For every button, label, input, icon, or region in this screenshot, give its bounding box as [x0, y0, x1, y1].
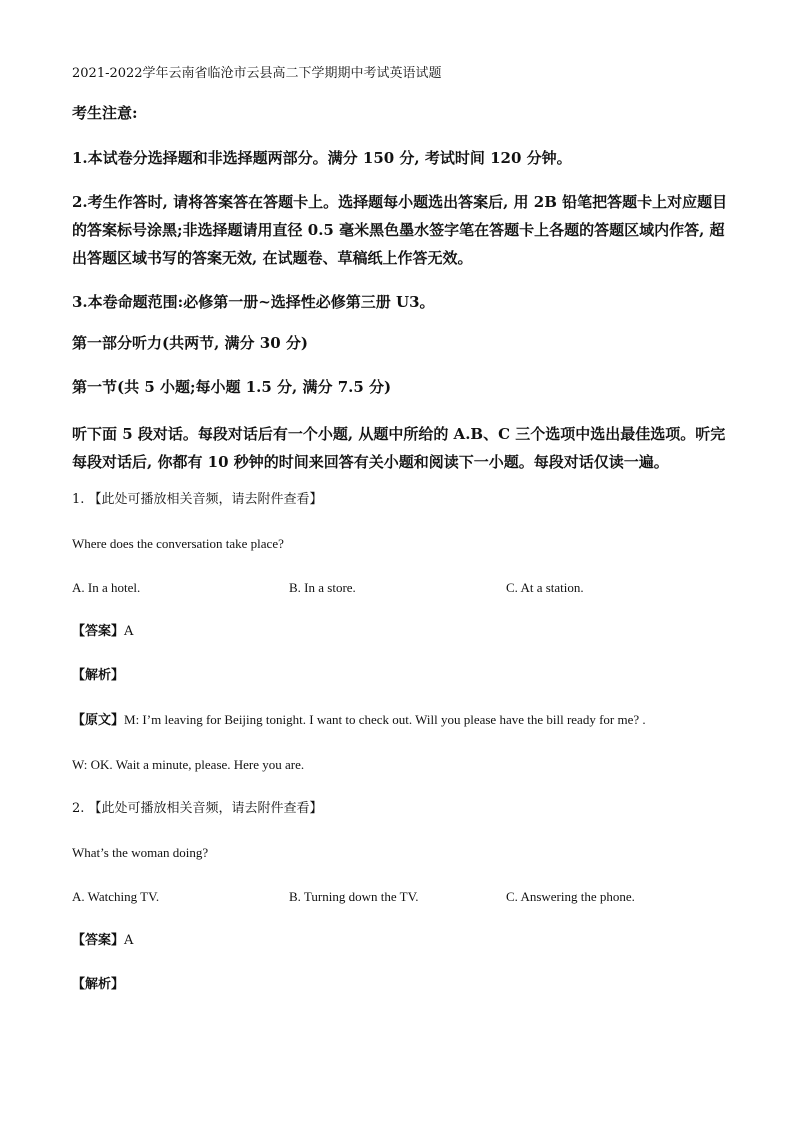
audio-placeholder[interactable]: 【此处可播放相关音频，请去附件查看】 [88, 801, 323, 816]
audio-placeholder[interactable]: 【此处可播放相关音频，请去附件查看】 [88, 492, 323, 507]
transcript-line-2: W: OK. Wait a minute, please. Here you are. [72, 757, 305, 772]
question-1-options [72, 578, 732, 598]
option-a: A. In a hotel. [72, 580, 141, 595]
rule-3: 3.本卷命题范围:必修第一册~选择性必修第三册 U3。 [72, 293, 435, 311]
transcript-tag: 【原文】 [72, 713, 125, 728]
analysis-tag: 【解析】 [72, 668, 125, 683]
question-1-header [72, 490, 732, 510]
listening-instructions: 听下面 5 段对话。每段对话后有一个小题, 从题中所给的 A.B、C 三个选项中选出最佳选项。听完每段对话后, 你都有 10 秒钟的时间来回答有关小题和阅读下一小题。每段对话仅读一遍。 [72, 425, 726, 471]
exam-page [72, 64, 732, 1019]
analysis-tag: 【解析】 [72, 977, 125, 992]
rule-1: 1.本试卷分选择题和非选择题两部分。满分 150 分, 考试时间 120 分钟。 [72, 149, 572, 167]
question-number: 2. [72, 801, 85, 816]
option-a: A. Watching TV. [72, 889, 160, 904]
answer-value: A [124, 933, 134, 948]
question-2-analysis [72, 975, 732, 995]
question-2-options [72, 887, 732, 907]
question-1-answer [72, 622, 732, 642]
question-1-transcript [72, 710, 732, 731]
question-2-header [72, 799, 732, 819]
question-2-prompt: What’s the woman doing? [72, 845, 209, 860]
option-b: B. In a store. [289, 580, 356, 595]
answer-tag: 【答案】 [72, 624, 125, 639]
section-heading: 第一节(共 5 小题;每小题 1.5 分, 满分 7.5 分) [72, 378, 392, 396]
option-c: C. Answering the phone. [506, 889, 635, 904]
question-number: 1. [72, 492, 85, 507]
notice-heading: 考生注意: [72, 104, 138, 122]
question-1-analysis [72, 666, 732, 686]
transcript-line-1: M: I’m leaving for Beijing tonight. I want to check out. Will you please have the bill ready for me? . [124, 712, 646, 727]
option-c: C. At a station. [506, 580, 584, 595]
answer-value: A [124, 624, 134, 639]
exam-title: 2021-2022学年云南省临沧市云县高二下学期期中考试英语试题 [72, 66, 442, 81]
question-2-answer [72, 931, 732, 951]
question-1-prompt: Where does the conversation take place? [72, 536, 284, 551]
part-heading: 第一部分听力(共两节, 满分 30 分) [72, 334, 308, 352]
rule-2: 2.考生作答时, 请将答案答在答题卡上。选择题每小题选出答案后, 用 2B 铅笔把答题卡上对应题目的答案标号涂黑;非选择题请用直径 0.5 毫米黑色墨水签字笔在答题卡上各题的答题区域内作答, 超出答题区域书写的答案无效, 在试题卷、草稿纸上作答无效。 [72, 193, 728, 267]
answer-tag: 【答案】 [72, 933, 125, 948]
option-b: B. Turning down the TV. [289, 889, 419, 904]
